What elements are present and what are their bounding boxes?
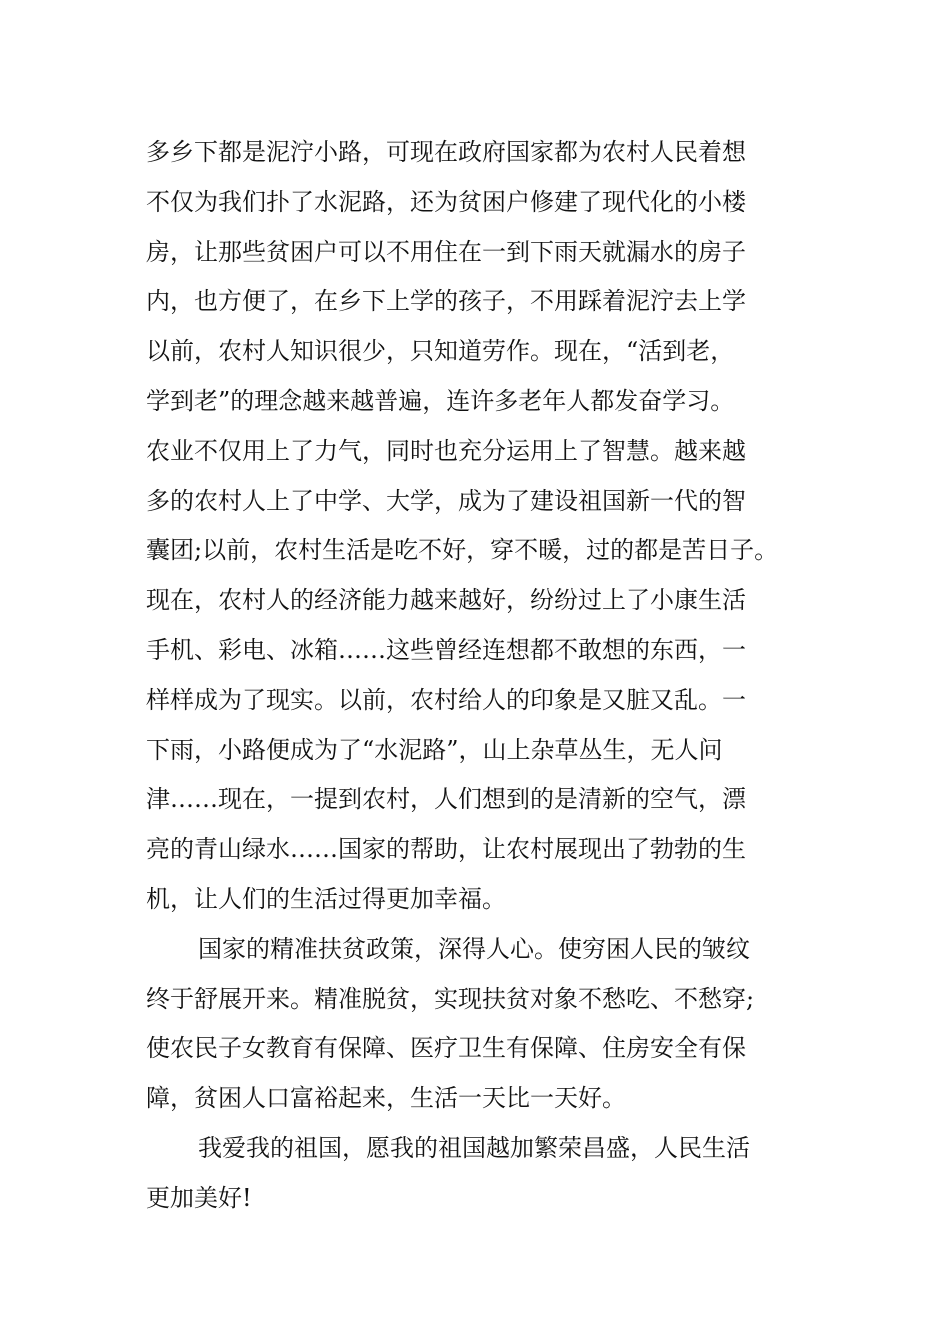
text-line: 手机、彩电、冰箱……这些曾经连想都不敢想的东西，一 xyxy=(146,635,746,664)
text-line: 不仅为我们扑了水泥路，还为贫困户修建了现代化的小楼 xyxy=(146,187,746,216)
text-line: 使农民子女教育有保障、医疗卫生有保障、住房安全有保 xyxy=(146,1034,746,1063)
text-line: 亮的青山绿水……国家的帮助，让农村展现出了勃勃的生 xyxy=(146,835,746,864)
text-line: 多乡下都是泥泞小路，可现在政府国家都为农村人民着想 xyxy=(146,138,746,166)
text-line: 样样成为了现实。以前，农村给人的印象是又脏又乱。一 xyxy=(146,685,746,714)
text-line: 内，也方便了，在乡下上学的孩子，不用踩着泥泞去上学 xyxy=(146,287,746,316)
text-line: 学到老”的理念越来越普遍，连许多老年人都发奋学习。 xyxy=(146,386,735,415)
paragraph-start-line: 我爱我的祖国，愿我的祖国越加繁荣昌盛，人民生活 xyxy=(198,1133,750,1162)
text-line: 农业不仅用上了力气，同时也充分运用上了智慧。越来越 xyxy=(146,436,746,465)
text-line: 房，让那些贫困户可以不用住在一到下雨天就漏水的房子 xyxy=(146,237,746,266)
article-body xyxy=(146,128,818,1224)
text-line: 下雨，小路便成为了“水泥路”，山上杂草丛生，无人问 xyxy=(146,735,723,764)
text-line: 更加美好! xyxy=(146,1183,252,1212)
text-line: 障，贫困人口富裕起来，生活一天比一天好。 xyxy=(146,1084,626,1113)
paragraph-start-line: 国家的精准扶贫政策，深得人心。使穷困人民的皱纹 xyxy=(198,934,750,963)
text-line: 囊团;以前，农村生活是吃不好，穿不暖，过的都是苦日子。 xyxy=(146,536,779,565)
text-line: 现在，农村人的经济能力越来越好，纷纷过上了小康生活 xyxy=(146,586,746,615)
text-line: 多的农村人上了中学、大学，成为了建设祖国新一代的智 xyxy=(146,486,746,515)
text-line: 津……现在，一提到农村，人们想到的是清新的空气，漂 xyxy=(146,785,746,814)
text-line: 终于舒展开来。精准脱贫，实现扶贫对象不愁吃、不愁穿; xyxy=(146,984,755,1013)
text-line: 机，让人们的生活过得更加幸福。 xyxy=(146,884,506,913)
text-line: 以前，农村人知识很少，只知道劳作。现在，“活到老， xyxy=(146,337,735,366)
